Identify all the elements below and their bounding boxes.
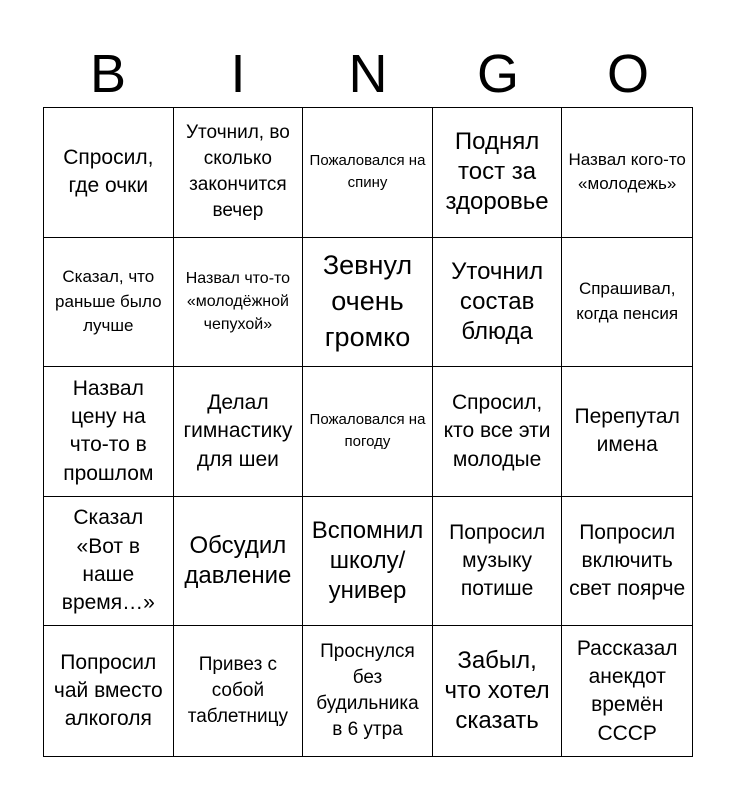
bingo-cell[interactable] — [174, 238, 304, 368]
header-letter-b: B — [89, 44, 127, 104]
bingo-cell[interactable] — [303, 497, 433, 627]
bingo-cell[interactable] — [303, 108, 433, 238]
cell-text: Спрашивал, когда пенсия — [576, 279, 679, 323]
bingo-cell[interactable] — [433, 626, 563, 756]
cell-text: Попросил чай вместо алкоголя — [53, 650, 163, 731]
bingo-cell[interactable] — [562, 497, 692, 627]
header-letter-n: N — [348, 44, 388, 104]
cell-text: Делал гимнастику для шеи — [183, 390, 293, 471]
cell-text: Поднял тост за здоровье — [445, 128, 549, 216]
bingo-cell[interactable] — [44, 108, 174, 238]
bingo-cell[interactable] — [562, 626, 692, 756]
cell-text: Пожаловался на спину — [309, 151, 426, 192]
bingo-cell[interactable] — [562, 367, 692, 497]
bingo-header — [43, 40, 693, 108]
header-letter-o: O — [606, 44, 649, 104]
cell-text: Попросил музыку потише — [449, 520, 546, 601]
bingo-cell[interactable] — [174, 626, 304, 756]
cell-text: Забыл, что хотел сказать — [444, 647, 550, 735]
bingo-cell[interactable] — [174, 497, 304, 627]
bingo-cell[interactable] — [562, 108, 692, 238]
bingo-cell[interactable] — [44, 238, 174, 368]
bingo-cell[interactable] — [433, 238, 563, 368]
cell-text: Назвал цену на что-то в прошлом — [63, 376, 154, 485]
cell-text: Перепутал имена — [574, 405, 680, 457]
cell-text: Рассказал анекдот времён СССР — [576, 636, 678, 745]
bingo-cell[interactable] — [174, 367, 304, 497]
cell-text: Вспомнил школу/ универ — [311, 517, 424, 605]
bingo-cell[interactable] — [433, 108, 563, 238]
cell-text: Назвал кого-то «молодежь» — [568, 149, 686, 194]
cell-text: Привез с собой таблетницу — [187, 654, 289, 728]
header-letter-i: I — [230, 44, 246, 104]
bingo-cell[interactable] — [174, 108, 304, 238]
cell-text: Уточнил состав блюда — [451, 257, 544, 345]
bingo-board — [43, 107, 693, 757]
cell-text: Проснулся без будильника в 6 утра — [316, 641, 419, 741]
bingo-cell[interactable] — [44, 367, 174, 497]
bingo-cell[interactable] — [303, 367, 433, 497]
bingo-cell[interactable] — [303, 626, 433, 756]
bingo-cell[interactable] — [44, 497, 174, 627]
cell-text: Сказал, что раньше было лучше — [55, 266, 162, 336]
cell-text: Сказал «Вот в наше время…» — [61, 506, 155, 615]
cell-text: Уточнил, во сколько закончится вечер — [185, 122, 290, 222]
bingo-cell[interactable] — [562, 238, 692, 368]
bingo-cell[interactable] — [433, 497, 563, 627]
cell-text: Спросил, кто все эти молодые — [443, 390, 551, 471]
bingo-cell[interactable] — [303, 238, 433, 368]
bingo-cell[interactable] — [433, 367, 563, 497]
cell-text: Зевнул очень громко — [322, 250, 413, 352]
cell-text: Спросил, где очки — [63, 145, 154, 198]
cell-text: Назвал что-то «молодёжной чепухой» — [185, 270, 291, 334]
cell-text: Обсудил давление — [184, 532, 292, 590]
cell-text: Пожаловался на погоду — [309, 410, 426, 451]
header-letter-g: G — [476, 44, 519, 104]
bingo-cell[interactable] — [44, 626, 174, 756]
cell-text: Попросил включить свет поярче — [569, 520, 686, 601]
